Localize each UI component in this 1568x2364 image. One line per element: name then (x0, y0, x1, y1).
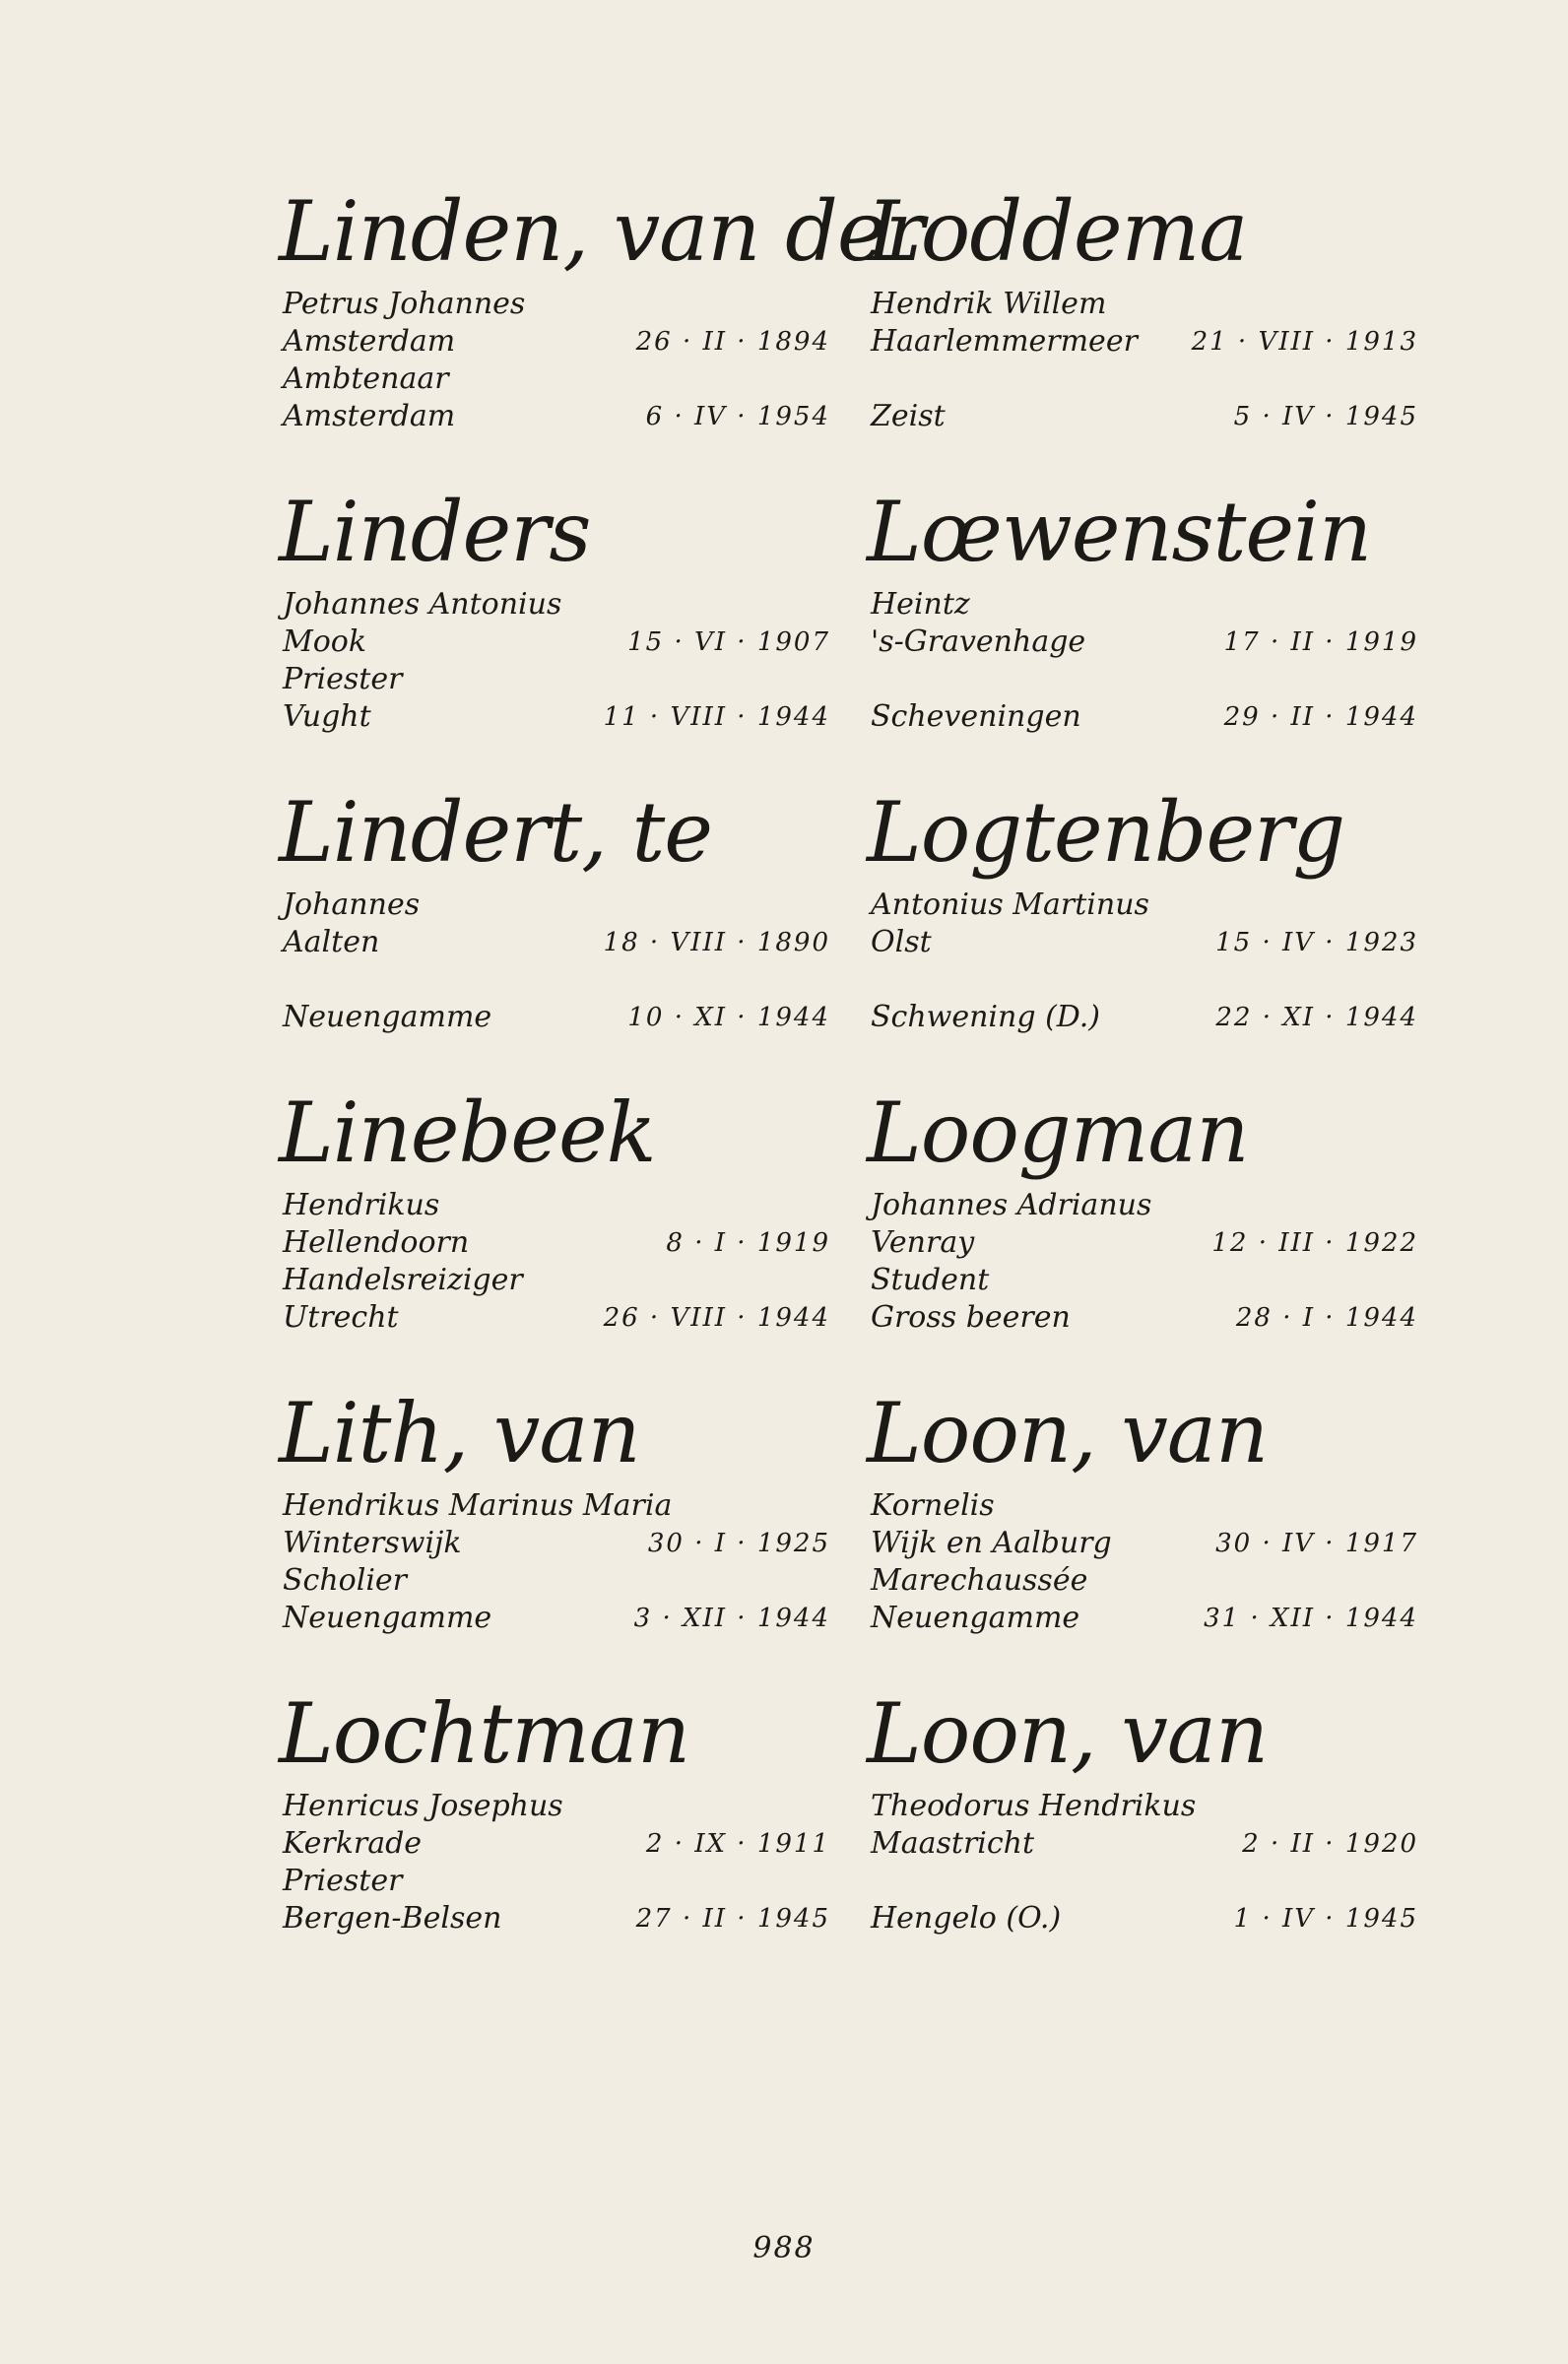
given-names-line (867, 886, 1418, 924)
death-date: 28 · I · 1944 (1235, 1303, 1418, 1333)
given-names-line (867, 1788, 1418, 1825)
entry (279, 778, 830, 1079)
entry (867, 1079, 1418, 1379)
occupation: Handelsreiziger (283, 1263, 523, 1297)
given-names: Theodorus Hendrikus (871, 1789, 1197, 1823)
surname: Lindert, te (279, 784, 713, 881)
given-names: Heintz (871, 587, 970, 622)
death-place: Bergen-Belsen (283, 1901, 502, 1936)
death-date: 6 · IV · 1954 (645, 402, 830, 431)
death-line (279, 1600, 830, 1637)
birth-date: 2 · II · 1920 (1242, 1829, 1418, 1859)
death-date: 10 · XI · 1944 (627, 1003, 830, 1032)
birth-place: 's-Gravenhage (871, 624, 1086, 659)
occupation: Marechaussée (871, 1563, 1088, 1598)
birth-line (867, 1525, 1418, 1562)
occupation-line (867, 961, 1418, 999)
birth-date: 30 · I · 1925 (647, 1529, 830, 1558)
surname: Linden, van der (279, 183, 924, 280)
death-line (867, 999, 1418, 1036)
surname: Loon, van (867, 1385, 1269, 1481)
occupation-line (867, 1262, 1418, 1299)
surname: Loogman (867, 1084, 1249, 1181)
death-place: Gross beeren (871, 1300, 1071, 1335)
birth-date: 18 · VIII · 1890 (603, 928, 830, 957)
birth-place: Olst (871, 925, 932, 959)
occupation: Scholier (283, 1563, 408, 1598)
occupation: Student (871, 1263, 990, 1297)
entry (279, 1679, 830, 1980)
given-names-line (279, 1187, 830, 1224)
birth-line (279, 624, 830, 661)
birth-line (279, 1525, 830, 1562)
birth-place: Kerkrade (283, 1826, 423, 1861)
birth-place: Amsterdam (283, 324, 456, 359)
page-number: 988 (752, 2231, 816, 2266)
entry (867, 778, 1418, 1079)
birth-place: Wijk en Aalburg (871, 1526, 1112, 1560)
given-names-line (279, 1487, 830, 1525)
given-names-line (867, 286, 1418, 323)
surname: Lith, van (279, 1385, 640, 1481)
death-date: 1 · IV · 1945 (1233, 1904, 1418, 1934)
given-names: Johannes Adrianus (871, 1188, 1152, 1222)
death-date: 31 · XII · 1944 (1204, 1604, 1418, 1633)
birth-line (867, 624, 1418, 661)
given-names-line (279, 1788, 830, 1825)
surname: Lochtman (279, 1685, 690, 1782)
death-place: Vught (283, 699, 371, 734)
birth-date: 15 · VI · 1907 (627, 627, 830, 657)
death-place: Neuengamme (871, 1601, 1080, 1635)
death-place: Neuengamme (283, 1000, 492, 1034)
surname: Linebeek (279, 1084, 656, 1181)
death-place: Utrecht (283, 1300, 399, 1335)
birth-line (279, 1224, 830, 1262)
given-names: Henricus Josephus (283, 1789, 563, 1823)
given-names-line (867, 586, 1418, 624)
birth-line (279, 924, 830, 961)
death-line (279, 698, 830, 736)
birth-place: Hellendoorn (283, 1225, 470, 1260)
birth-place: Winterswijk (283, 1526, 462, 1560)
birth-line (867, 1224, 1418, 1262)
occupation: Priester (283, 662, 403, 696)
given-names-line (867, 1187, 1418, 1224)
given-names-line (279, 586, 830, 624)
given-names: Johannes (283, 887, 421, 922)
death-line (867, 1900, 1418, 1937)
occupation-line (279, 1262, 830, 1299)
occupation-line (867, 1863, 1418, 1900)
surname: Logtenberg (867, 784, 1345, 881)
occupation: Ambtenaar (283, 361, 449, 396)
death-line (279, 1299, 830, 1337)
birth-line (279, 1825, 830, 1863)
entry (279, 478, 830, 778)
birth-line (867, 323, 1418, 361)
death-date: 22 · XI · 1944 (1215, 1003, 1418, 1032)
death-place: Zeist (871, 399, 946, 433)
entry (867, 1679, 1418, 1980)
death-date: 5 · IV · 1945 (1233, 402, 1418, 431)
surname: Linders (279, 484, 591, 580)
given-names: Hendrikus Marinus Maria (283, 1488, 673, 1523)
entry (867, 1379, 1418, 1679)
given-names: Hendrikus (283, 1188, 440, 1222)
birth-line (867, 1825, 1418, 1863)
birth-date: 15 · IV · 1923 (1215, 928, 1418, 957)
death-date: 26 · VIII · 1944 (603, 1303, 830, 1333)
entry (279, 1379, 830, 1679)
given-names: Kornelis (871, 1488, 995, 1523)
death-date: 27 · II · 1945 (635, 1904, 830, 1934)
occupation-line (279, 961, 830, 999)
given-names-line (867, 1487, 1418, 1525)
occupation-line (279, 661, 830, 698)
entry (867, 478, 1418, 778)
right-column (867, 177, 1418, 1980)
birth-date: 12 · III · 1922 (1211, 1228, 1418, 1258)
birth-place: Haarlemmermeer (871, 324, 1138, 359)
death-date: 29 · II · 1944 (1223, 702, 1418, 732)
death-line (867, 698, 1418, 736)
surname: Loddema (867, 183, 1248, 280)
birth-place: Venray (871, 1225, 975, 1260)
birth-line (867, 924, 1418, 961)
occupation-line (867, 661, 1418, 698)
death-line (279, 1900, 830, 1937)
surname: Loon, van (867, 1685, 1269, 1782)
birth-date: 21 · VIII · 1913 (1191, 327, 1418, 357)
death-date: 3 · XII · 1944 (633, 1604, 830, 1633)
birth-place: Maastricht (871, 1826, 1035, 1861)
entry (279, 1079, 830, 1379)
death-line (867, 1600, 1418, 1637)
surname: Lœwenstein (867, 484, 1372, 580)
entry (867, 177, 1418, 478)
death-line (867, 1299, 1418, 1337)
birth-date: 30 · IV · 1917 (1215, 1529, 1418, 1558)
birth-place: Aalten (283, 925, 380, 959)
occupation-line (867, 361, 1418, 398)
given-names: Petrus Johannes (283, 287, 526, 321)
death-line (279, 398, 830, 435)
given-names: Antonius Martinus (871, 887, 1149, 922)
occupation-line (279, 1562, 830, 1600)
given-names-line (279, 886, 830, 924)
death-date: 11 · VIII · 1944 (603, 702, 830, 732)
death-line (279, 999, 830, 1036)
given-names: Hendrik Willem (871, 287, 1107, 321)
death-place: Schwening (D.) (871, 1000, 1101, 1034)
birth-line (279, 323, 830, 361)
death-place: Neuengamme (283, 1601, 492, 1635)
occupation-line (279, 361, 830, 398)
birth-date: 2 · IX · 1911 (645, 1829, 830, 1859)
given-names: Johannes Antonius (283, 587, 562, 622)
occupation-line (279, 1863, 830, 1900)
birth-date: 8 · I · 1919 (666, 1228, 830, 1258)
death-place: Hengelo (O.) (871, 1901, 1062, 1936)
birth-place: Mook (283, 624, 367, 659)
given-names-line (279, 286, 830, 323)
death-place: Amsterdam (283, 399, 456, 433)
occupation: Priester (283, 1864, 403, 1898)
death-place: Scheveningen (871, 699, 1081, 734)
occupation-line (867, 1562, 1418, 1600)
birth-date: 17 · II · 1919 (1223, 627, 1418, 657)
birth-date: 26 · II · 1894 (635, 327, 830, 357)
death-line (867, 398, 1418, 435)
